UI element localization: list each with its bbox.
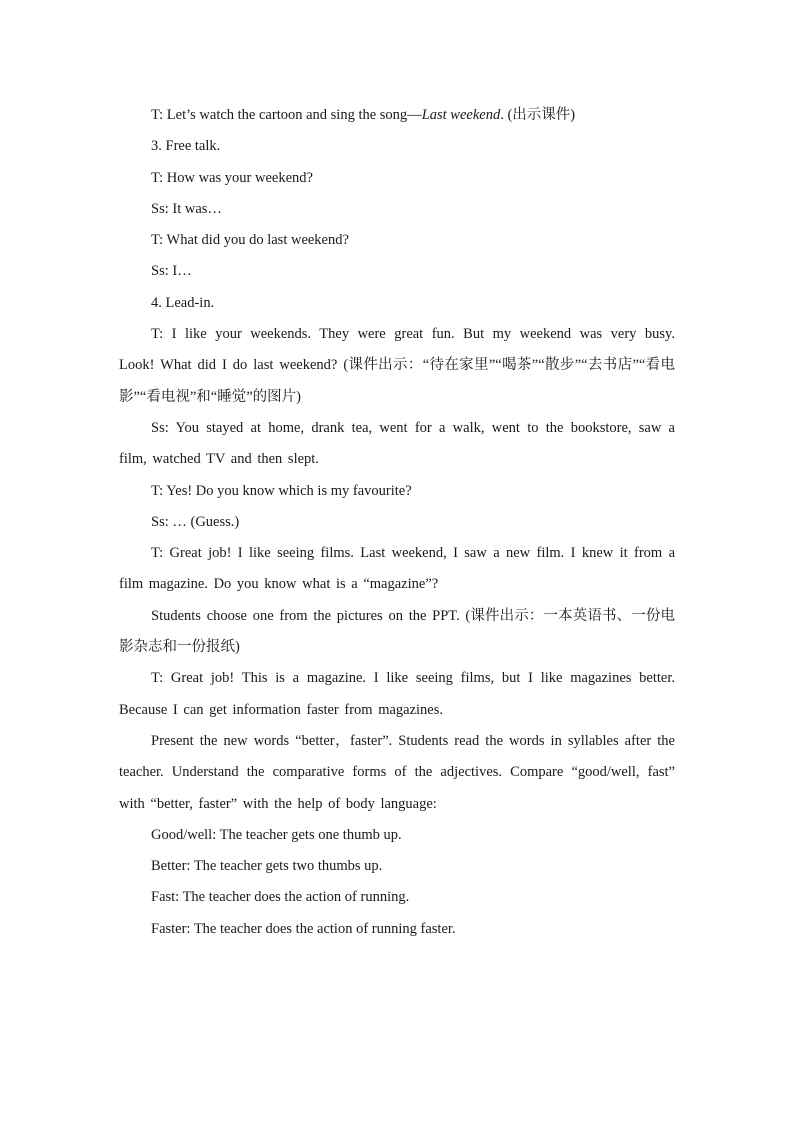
- paragraph-student-answer: Ss: It was…: [151, 200, 222, 217]
- paragraph-faster: Faster: The teacher does the action of running faster.: [151, 920, 456, 937]
- paragraph-teacher-weekend: T: I like your weekends. They were great fun. But my weekend was very busy. Look! What did I do last weekend? (课件出示：“待在家里”“喝茶”“散步”“去书店”“看电影”“看电视”和“睡觉”的图片): [119, 326, 675, 405]
- paragraph-lead-in-heading: 4. Lead-in.: [151, 294, 215, 311]
- paragraph-teacher-question: T: How was your weekend?: [151, 169, 313, 186]
- song-title: Last weekend: [421, 107, 501, 123]
- paragraph-fast: Fast: The teacher does the action of running.: [151, 889, 410, 906]
- paragraph-text: . (出示课件): [500, 107, 576, 123]
- paragraph-teacher-better: T: Great job! This is a magazine. I like seeing films, but I like magazines better. Because I can get information faster from magazines.: [119, 670, 675, 718]
- paragraph-student-answer: Ss: I…: [151, 263, 192, 280]
- paragraph-student-weekend: Ss: You stayed at home, drank tea, went for a walk, went to the bookstore, saw a film, watched TV and then slept.: [119, 419, 675, 468]
- paragraph-text: T: Let’s watch the cartoon and sing the song—: [151, 107, 422, 123]
- paragraph-teacher-question: T: What did you do last weekend?: [151, 232, 349, 249]
- paragraph-student-guess: Ss: … (Guess.): [151, 513, 240, 530]
- document-body: [119, 100, 675, 945]
- paragraph-students-choose: Students choose one from the pictures on the PPT. (课件出示：一本英语书、一份电影杂志和一份报纸): [119, 607, 675, 656]
- paragraph-teacher-favourite: T: Yes! Do you know which is my favourite?: [151, 482, 412, 499]
- paragraph-teacher-magazine: T: Great job! I like seeing films. Last weekend, I saw a new film. I knew it from a film magazine. Do you know what is a “magazine”?: [119, 545, 675, 593]
- paragraph-better: Better: The teacher gets two thumbs up.: [151, 858, 383, 875]
- paragraph-free-talk-heading: 3. Free talk.: [151, 138, 221, 155]
- paragraph-good-well: Good/well: The teacher gets one thumb up.: [151, 826, 402, 843]
- paragraph-new-words: Present the new words “better，faster”. Students read the words in syllables after the teacher. Understand the comparative forms of the adjectives. Compare “good/well, fast” with “better, faster” with the help of body language:: [119, 732, 675, 812]
- paragraph-cartoon-song: [119, 100, 675, 131]
